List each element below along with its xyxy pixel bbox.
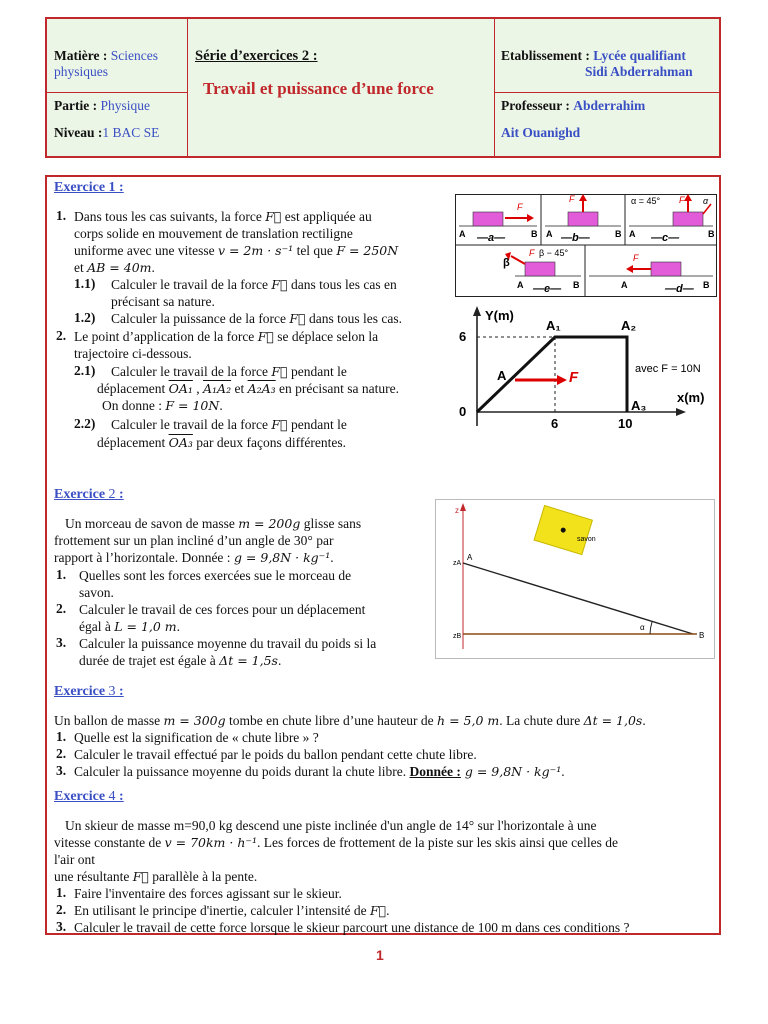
exercise-4-title: Exercice 4 :	[54, 789, 124, 804]
ex3-q2-number: 2.	[56, 746, 67, 761]
ex3-q3-number: 3.	[56, 763, 67, 778]
subject-value: Sciences	[110, 48, 158, 63]
school-cell	[501, 48, 686, 64]
ex3-q3: Calculer la puissance moyenne du poids durant la chute libre. Donnée : g = 9,8N · kg⁻¹.	[74, 764, 565, 779]
case-b-force-label: F	[569, 194, 575, 204]
graph-origin: 0	[459, 404, 467, 419]
graph-x-label: x(m)	[677, 390, 705, 405]
exercises-frame	[45, 175, 721, 935]
part-label: Partie :	[54, 98, 98, 113]
subject-value-2: physiques	[54, 64, 108, 79]
case-c-point-b: B	[708, 229, 715, 239]
ex4-q3-number: 3.	[56, 919, 67, 934]
ex2-q1-line1: Quelles sont les forces exercées sue le morceau de	[79, 568, 352, 583]
ex3-q2: Calculer le travail effectué par le poids du ballon pendant cette chute libre.	[74, 747, 477, 762]
case-d-point-a: A	[621, 280, 628, 290]
case-c-point-a: A	[629, 229, 636, 239]
ex1-q1-line2: corps solide en mouvement de translation rectiligne	[74, 226, 353, 241]
subject-cell	[54, 48, 158, 80]
header-table	[45, 17, 721, 158]
ex2-q3-line2: durée de trajet est égale à Δt = 1,5s.	[79, 653, 282, 668]
graph-force: F	[569, 369, 579, 386]
series-title: Série d’exercices 2 :	[195, 48, 318, 64]
ex1-q22-number: 2.2)	[74, 416, 96, 431]
ex1-q1-line3: uniforme avec une vitesse v = 2m · s⁻¹ tel que F = 250N	[74, 243, 399, 258]
ex1-q21-line2: déplacement OA₁ , A₁A₂ et A₂A₃ en précisant sa nature.	[97, 381, 399, 396]
ex1-q11-line1: Calculer le travail de la force F⃗ dans tous les cas en	[111, 277, 397, 292]
page-number: 1	[376, 947, 384, 963]
graph-tick-x6: 6	[551, 416, 559, 431]
ex2-q2-number: 2.	[56, 601, 67, 616]
case-e-force-label: F	[529, 248, 535, 258]
exercise-1-title: Exercice 1 :	[54, 180, 124, 195]
graph-note: avec F = 10N	[635, 363, 701, 375]
school-value-2: Sidi Abderrahman	[585, 64, 693, 79]
ex1-q1-line1: Dans tous les cas suivants, la force F⃗ est appliquée au	[74, 209, 372, 224]
graph-point-a: A	[497, 368, 507, 383]
ex1-q2-number: 2.	[56, 328, 67, 343]
ex2-intro-line1: Un morceau de savon de masse m = 200g glisse sans	[65, 516, 362, 531]
ex3-q1: Quelle est la signification de « chute libre » ?	[74, 730, 319, 745]
ex4-line1: Un skieur de masse m=90,0 kg descend une piste inclinée d'un angle de 14° sur l'horizontale à une	[65, 818, 597, 833]
ex4-line4: une résultante F⃗ parallèle à la pente.	[54, 869, 258, 884]
case-c-alpha: α	[703, 196, 709, 206]
force-cases-figure	[455, 194, 717, 297]
subject-label: Matière :	[54, 48, 108, 63]
ex4-q1: Faire l'inventaire des forces agissant sur le skieur.	[74, 886, 342, 901]
ex2-q3-number: 3.	[56, 635, 67, 650]
ex1-q22-line2: déplacement OA₃ par deux façons différentes.	[97, 435, 346, 450]
case-a-point-a: A	[459, 229, 466, 239]
case-b-point-a: A	[546, 229, 553, 239]
teacher-value: Abderrahim	[573, 98, 646, 113]
graph-tick-x10: 10	[618, 416, 633, 431]
school-value: Lycée qualifiant	[593, 48, 686, 63]
ex2-q1-line2: savon.	[79, 585, 114, 600]
plane-z-label: z	[455, 506, 459, 515]
plane-point-b: B	[699, 631, 705, 640]
ex1-q1-line4: et AB = 40m.	[74, 260, 155, 275]
ex3-intro: Un ballon de masse m = 300g tombe en chute libre d’une hauteur de h = 5,0 m. La chute dure Δt = 1,0s.	[54, 713, 646, 728]
ex1-q12-line: Calculer la puissance de la force F⃗ dans tous les cas.	[111, 311, 402, 326]
ex1-q2-line2: trajectoire ci-dessous.	[74, 346, 192, 361]
exercise-3-title: Exercice 3 :	[54, 684, 124, 699]
ex1-q21-line3: On donne : F = 10N.	[102, 398, 223, 413]
case-a-label: —a—	[477, 232, 506, 244]
graph-tick-y6: 6	[459, 329, 467, 344]
graph-y-label: Y(m)	[485, 308, 514, 323]
case-a-force-label: F	[517, 202, 523, 212]
case-c-label: —c—	[651, 232, 680, 244]
case-e-point-b: B	[573, 280, 580, 290]
graph-point-a2: A₂	[621, 318, 637, 333]
graph-point-a1: A₁	[546, 318, 561, 333]
teacher-label: Professeur :	[501, 98, 570, 113]
ex2-q2-line1: Calculer le travail de ces forces pour un déplacement	[79, 602, 366, 617]
part-value: Physique	[100, 98, 150, 113]
ex2-q1-number: 1.	[56, 567, 67, 582]
inclined-plane-figure	[435, 499, 715, 659]
part-cell	[54, 98, 150, 114]
ex1-q21-number: 2.1)	[74, 363, 96, 378]
case-e-label: —e—	[533, 283, 562, 295]
case-c-force-label: F	[679, 195, 685, 205]
ex1-q2-line1: Le point d’application de la force F⃗ se déplace selon la	[74, 329, 379, 344]
case-d-label: —d—	[665, 283, 694, 295]
ex1-q11-line2: précisant sa nature.	[111, 294, 215, 309]
ex4-q1-number: 1.	[56, 885, 67, 900]
case-e-point-a: A	[517, 280, 524, 290]
page-title: Travail et puissance d’une force	[203, 79, 434, 98]
plane-point-a: A	[467, 553, 473, 562]
case-d-point-b: B	[703, 280, 710, 290]
school-label: Etablissement :	[501, 48, 590, 63]
plane-za-label: zA	[453, 560, 462, 567]
level-label: Niveau :	[54, 125, 103, 140]
level-value: 1 BAC SE	[102, 125, 160, 140]
ex2-intro-line3: rapport à l’horizontale. Donnée : g = 9,8N · kg⁻¹.	[54, 550, 334, 565]
soap-label: savon	[577, 536, 596, 543]
ex4-line2: vitesse constante de v = 70km · h⁻¹. Les forces de frottement de la piste sur les skis ainsi que celles de	[54, 835, 619, 850]
ex4-q3: Calculer le travail de cette force lorsque le skieur parcourt une distance de 100 m dans ces conditions ?	[74, 920, 630, 935]
level-cell	[54, 125, 159, 141]
exercise-2-title: Exercice 2 :	[54, 487, 124, 502]
ex3-q1-number: 1.	[56, 729, 67, 744]
case-a-point-b: B	[531, 229, 538, 239]
ex1-q11-number: 1.1)	[74, 276, 96, 291]
ex4-q2: En utilisant le principe d'inertie, calculer l’intensité de F⃗.	[74, 903, 390, 918]
case-b-label: —b—	[561, 232, 590, 244]
teacher-value-2: Ait Ouanighd	[501, 125, 581, 140]
ex1-q21-line1: Calculer le travail de la force F⃗ pendant le	[111, 364, 347, 379]
ex2-q3-line1: Calculer la puissance moyenne du travail du poids si la	[79, 636, 377, 651]
case-b-point-b: B	[615, 229, 622, 239]
case-e-beta: β	[503, 257, 510, 269]
plane-zb-label: zB	[453, 633, 462, 640]
plane-angle: α	[640, 623, 645, 632]
teacher-cell	[501, 98, 645, 114]
ex4-q2-number: 2.	[56, 902, 67, 917]
ex2-intro-line2: frottement sur un plan incliné d’un angle de 30° par	[54, 533, 334, 548]
case-c-angle: α = 45°	[631, 196, 661, 206]
ex1-q22-line1: Calculer le travail de la force F⃗ pendant le	[111, 417, 347, 432]
case-d-force-label: F	[633, 253, 639, 263]
case-e-angle: β − 45°	[539, 248, 569, 258]
ex4-line3: l'air ont	[54, 852, 96, 867]
ex1-q12-number: 1.2)	[74, 310, 96, 325]
graph-point-a3: A₃	[631, 398, 647, 413]
ex2-q2-line2: égal à L = 1,0 m.	[79, 619, 181, 634]
trajectory-graph	[455, 304, 717, 432]
ex1-q1-number: 1.	[56, 208, 67, 223]
